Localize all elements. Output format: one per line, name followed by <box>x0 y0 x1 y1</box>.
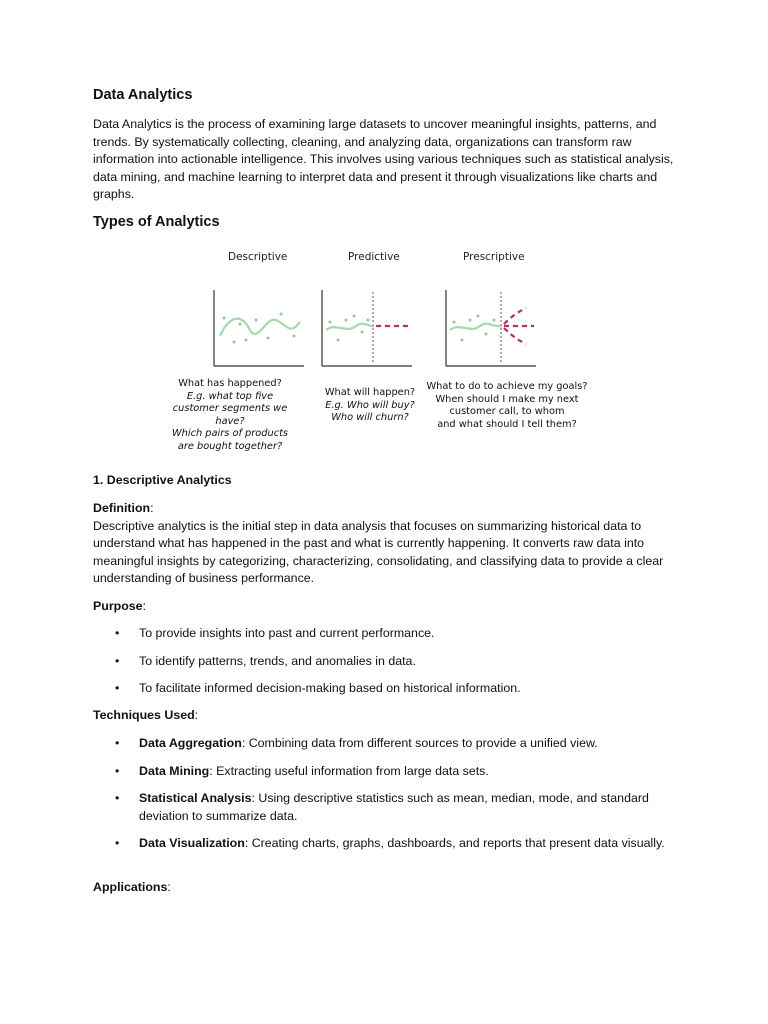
analytics-types-figure <box>150 244 590 458</box>
caption-line: What to do to achieve my goals? <box>426 381 588 392</box>
prescriptive-trend-line <box>450 324 502 330</box>
prescriptive-plot <box>446 290 536 366</box>
panel-heading-predictive: Predictive <box>348 251 400 263</box>
page-title: Data Analytics <box>93 87 193 103</box>
applications-colon: : <box>167 880 171 894</box>
caption-line: When should I make my next <box>435 393 579 405</box>
intro-paragraph: Data Analytics is the process of examining large datasets to uncover meaningful insights, patterns, and trends. By systematically collecting, cleaning, and analyzing data, organizations can transform raw information into actionable intelligence. This involves using various techniques such as statistical analysis, data mining, and machine learning to interpret data and present it through visualizations like charts and graphs. <box>93 117 674 201</box>
caption-line: What will happen? <box>324 387 416 398</box>
technique-text: : Extracting useful information from large data sets. <box>209 763 489 778</box>
caption-line: What has happened? <box>178 378 282 389</box>
applications-label: Applications <box>93 880 168 894</box>
prescriptive-caption <box>424 381 590 431</box>
list-item <box>93 835 683 853</box>
caption-line: Which pairs of products <box>171 428 289 440</box>
panel-heading-descriptive: Descriptive <box>228 251 288 263</box>
caption-line: and what should I tell them? <box>437 418 577 430</box>
descriptive-trend-line <box>220 319 300 336</box>
techniques-list <box>93 735 683 853</box>
list-item: • To facilitate informed decision-making based on historical information. <box>93 680 683 698</box>
section-heading-descriptive: 1. Descriptive Analytics <box>93 473 232 487</box>
technique-text: : Using descriptive statistics such as mean, median, mode, and standard deviation to summarize data. <box>139 791 649 823</box>
caption-line: E.g. what top five <box>186 390 274 402</box>
predictive-caption <box>318 387 422 425</box>
technique-term: Data Aggregation <box>139 736 242 750</box>
technique-term: Statistical Analysis <box>139 791 252 805</box>
caption-line: customer segments we have? <box>172 403 288 427</box>
technique-text: : Creating charts, graphs, dashboards, and reports that present data visually. <box>244 836 665 850</box>
list-item <box>93 763 683 781</box>
descriptive-data-points <box>223 313 296 344</box>
definition-colon: : <box>150 501 154 515</box>
definition-block <box>93 500 683 588</box>
caption-line: E.g. Who will buy? <box>325 399 415 411</box>
descriptive-caption <box>162 378 298 454</box>
predictive-plot <box>322 290 412 366</box>
purpose-label: Purpose <box>93 599 143 613</box>
list-item <box>93 790 683 825</box>
list-item <box>93 735 683 753</box>
technique-term: Data Mining <box>139 763 210 778</box>
technique-text: : Combining data from different sources to provide a unified view. <box>241 736 598 750</box>
types-heading: Types of Analytics <box>93 214 220 230</box>
panel-heading-prescriptive: Prescriptive <box>463 251 525 263</box>
prescriptive-option-down <box>504 328 526 344</box>
caption-line: customer call, to whom <box>449 406 565 418</box>
techniques-heading <box>93 707 198 725</box>
applications-heading <box>93 879 171 897</box>
purpose-colon: : <box>142 599 147 613</box>
definition-label: Definition <box>93 501 151 515</box>
list-item: • To identify patterns, trends, and anomalies in data. <box>93 653 683 671</box>
techniques-label: Techniques Used <box>93 708 195 722</box>
list-item: • To provide insights into past and current performance. <box>93 625 683 643</box>
caption-line: Who will churn? <box>331 412 409 424</box>
purpose-heading <box>93 598 146 616</box>
prescriptive-option-up <box>504 308 526 324</box>
technique-term: Data Visualization <box>139 836 245 850</box>
caption-line: are bought together? <box>177 440 283 452</box>
techniques-colon: : <box>194 708 199 722</box>
predictive-trend-line <box>326 324 374 330</box>
definition-text: Descriptive analytics is the initial step in data analysis that focuses on summarizing historical data to understand what has happened in the past and what is currently happening. It converts raw data into meaningful insights by categorizing, characterizing, consolidating, and classifying data to provide a clear understanding of business performance. <box>93 518 664 585</box>
descriptive-plot <box>214 290 304 366</box>
purpose-list <box>93 625 683 698</box>
